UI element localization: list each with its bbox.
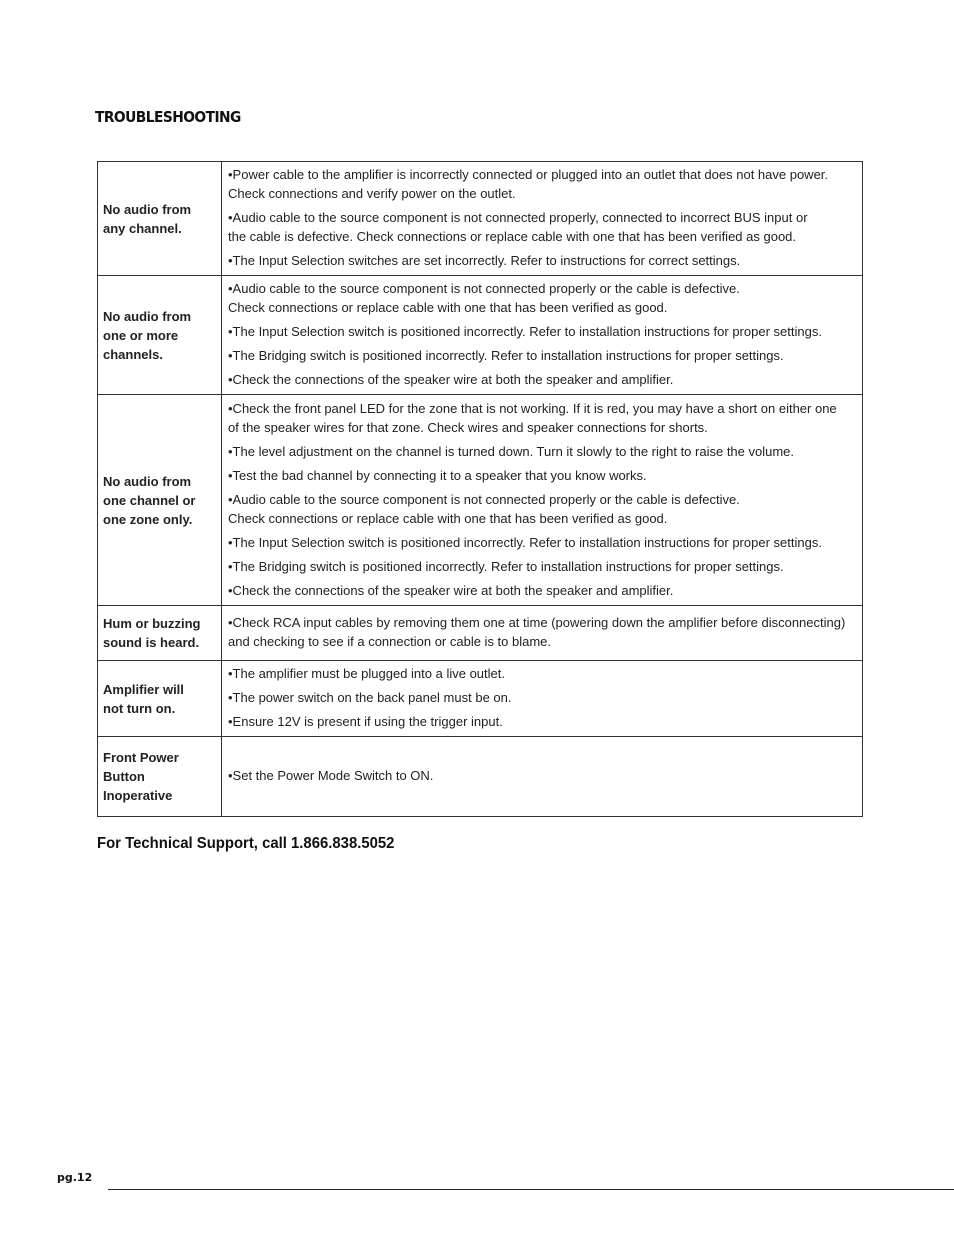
table-row	[98, 661, 863, 737]
solution-item: •Ensure 12V is present if using the trigger input.	[228, 714, 503, 729]
troubleshooting-table	[97, 161, 863, 817]
problem-cell	[98, 661, 222, 737]
problem-cell	[98, 737, 222, 817]
page-number: pg.12	[57, 1171, 93, 1184]
solutions-cell	[222, 162, 863, 276]
problem-text: No audio from one or more channels.	[103, 308, 192, 362]
solution-item: •Audio cable to the source component is not connected properly, connected to incorrect BUS input or the cable is defective. Check connections or replace cable with one that has been verified as good.	[228, 210, 808, 244]
footer-divider	[108, 1189, 954, 1190]
solution-item: •The amplifier must be plugged into a live outlet.	[228, 666, 505, 681]
problem-cell	[98, 276, 222, 395]
problem-cell	[98, 606, 222, 661]
solution-item: •The power switch on the back panel must be on.	[228, 690, 512, 705]
solutions-cell	[222, 395, 863, 606]
solution-item: •The Input Selection switches are set incorrectly. Refer to instructions for correct settings.	[228, 253, 741, 268]
solutions-cell	[222, 737, 863, 817]
solution-item: •Test the bad channel by connecting it to a speaker that you know works.	[228, 467, 647, 483]
table-row	[98, 276, 863, 395]
solution-item: •Check the connections of the speaker wire at both the speaker and amplifier.	[228, 372, 674, 387]
problem-cell	[98, 395, 222, 606]
solution-item: •The Bridging switch is positioned incorrectly. Refer to installation instructions for proper settings.	[228, 558, 784, 574]
table-row	[98, 737, 863, 817]
solutions-cell	[222, 606, 863, 661]
solution-item: •The Input Selection switch is positioned incorrectly. Refer to installation instructions for proper settings.	[228, 534, 822, 550]
table-row	[98, 395, 863, 606]
solutions-cell	[222, 276, 863, 395]
solution-item: •Audio cable to the source component is not connected properly or the cable is defective. Check connections or replace cable with one that has been verified as good.	[228, 281, 740, 315]
solutions-cell	[222, 661, 863, 737]
solution-item: •Set the Power Mode Switch to ON.	[228, 768, 434, 783]
solution-item: •Check the connections of the speaker wire at both the speaker and amplifier.	[228, 582, 674, 598]
solution-item: •Check the front panel LED for the zone that is not working. If it is red, you may have a short on either one of the speaker wires for that zone. Check wires and speaker connections for shorts.	[228, 400, 837, 435]
table-row	[98, 162, 863, 276]
problem-cell	[98, 162, 222, 276]
solution-item: •Check RCA input cables by removing them one at time (powering down the amplifier before disconnecting) and checking to see if a connection or cable is to blame.	[228, 615, 846, 649]
page-title: TROUBLESHOOTING	[95, 108, 241, 126]
problem-text: No audio from any channel.	[103, 201, 192, 236]
technical-support-line: For Technical Support, call 1.866.838.5052	[97, 835, 395, 852]
problem-text: Front Power Button Inoperative	[103, 750, 179, 803]
problem-text: Hum or buzzing sound is heard.	[103, 616, 201, 650]
solution-item: •Audio cable to the source component is not connected properly or the cable is defective. Check connections or replace cable with one that has been verified as good.	[228, 491, 740, 526]
problem-text: Amplifier will not turn on.	[103, 681, 184, 716]
problem-text: No audio from one channel or one zone only.	[103, 473, 196, 527]
solution-item: •Power cable to the amplifier is incorrectly connected or plugged into an outlet that does not have power. Check connections and verify power on the outlet.	[228, 167, 829, 201]
solution-item: •The level adjustment on the channel is turned down. Turn it slowly to the right to raise the volume.	[228, 443, 795, 459]
table-row	[98, 606, 863, 661]
solution-item: •The Bridging switch is positioned incorrectly. Refer to installation instructions for proper settings.	[228, 348, 784, 363]
solution-item: •The Input Selection switch is positioned incorrectly. Refer to installation instructions for proper settings.	[228, 324, 822, 339]
